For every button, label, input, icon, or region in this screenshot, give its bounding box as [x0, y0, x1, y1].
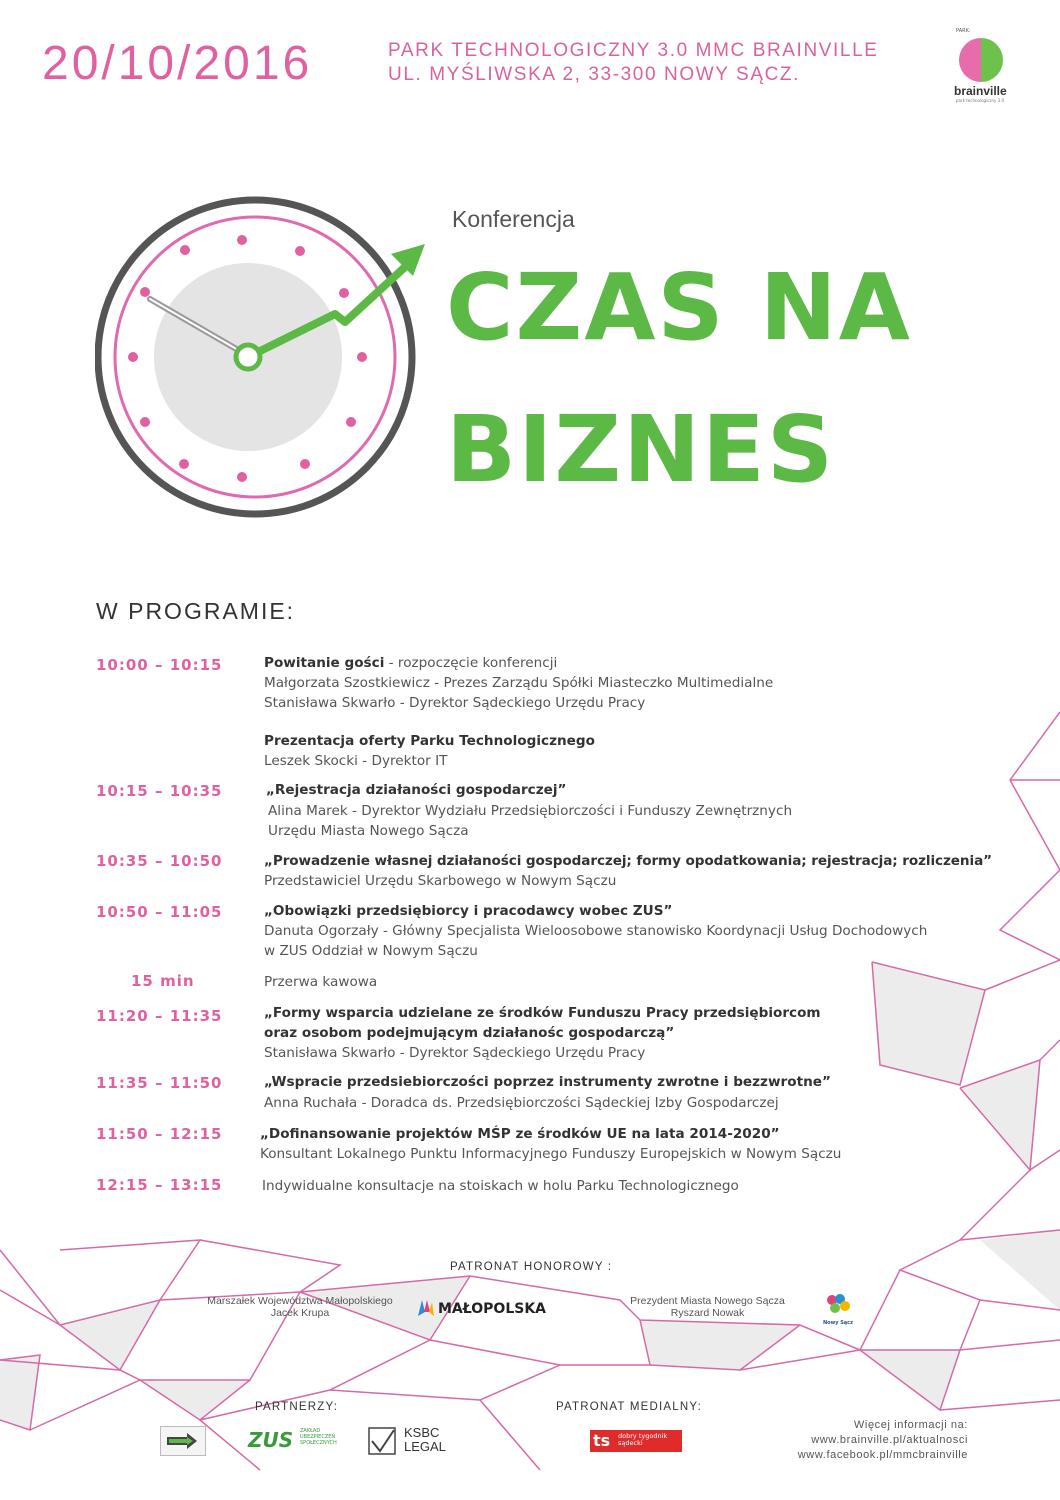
slot-speaker: Małgorzata Szostkiewicz - Prezes Zarządu Spółki Miasteczko Multimedialne [264, 675, 774, 691]
slot-time: 11:50 – 12:15 [96, 1125, 223, 1143]
logo-top-label: PARK: [956, 28, 971, 34]
slot-time: 10:15 – 10:35 [96, 782, 223, 800]
mayor-name: Prezydent Miasta Nowego Sącza Ryszard Nowak [630, 1295, 785, 1319]
malopolska-logo: MAŁOPOLSKA [438, 1301, 547, 1317]
slot-time: 11:20 – 11:35 [96, 1007, 223, 1025]
nowy-sacz-logo: Nowy Sącz [818, 1292, 858, 1326]
slot-time: 10:00 – 10:15 [96, 656, 223, 674]
slot-speaker: Leszek Skocki - Dyrektor IT [264, 753, 448, 769]
more-info-block [798, 1418, 968, 1463]
slot-speaker: Anna Ruchała - Doradca ds. Przedsiębiorczości Sądeckiej Izby Gospodarczej [264, 1095, 779, 1111]
slot-speaker: Urzędu Miasta Nowego Sącza [268, 823, 469, 839]
slot-time: 11:35 – 11:50 [96, 1074, 223, 1092]
venue-line-1: PARK TECHNOLOGICZNY 3.0 MMC BRAINVILLE [388, 40, 879, 61]
hand-icon [818, 1292, 858, 1316]
clock-icon [95, 192, 425, 522]
slot-speaker: Alina Marek - Dyrektor Wydziału Przedsiębiorczości i Funduszy Zewnętrznych [268, 803, 793, 819]
slot-speaker: Stanisława Skwarło - Dyrektor Sądeckiego Urzędu Pracy [264, 695, 646, 711]
dts-logo: ts dobry tygodnik sądecki [590, 1430, 682, 1452]
slot-title: Indywidualne konsultacje na stoiskach w holu Parku Technologicznego [262, 1178, 739, 1194]
venue-line-2: UL. MYŚLIWSKA 2, 33-300 NOWY SĄCZ. [388, 64, 801, 85]
zus-logo: ZUS ZAKŁAD UBEZPIECZEŃ SPOŁECZNYCH [248, 1428, 337, 1452]
event-date: 20/10/2016 [42, 37, 313, 90]
slot-time: 10:35 – 10:50 [96, 852, 223, 870]
logo-subtitle: park technologiczny 3.0 [956, 98, 1005, 103]
slot-title: oraz osobom podejmującym działanośc gospodarczą” [264, 1025, 675, 1041]
slot-title: „Obowiązki przedsiębiorcy i pracodawcy wobec ZUS” [264, 903, 673, 919]
slot-title: „Formy wsparcia udzielane ze środków Funduszu Pracy przedsiębiorcom [264, 1005, 821, 1021]
slot-speaker: w ZUS Oddział w Nowym Sączu [264, 943, 478, 959]
slot-speaker: Danuta Ogorzały - Główny Specjalista Wieloosobowe stanowisko Koordynacji Usług Dochodowych [264, 923, 928, 939]
slot-title: Powitanie gości - rozpoczęcie konferencji [264, 655, 558, 671]
programme-heading: W PROGRAMIE: [96, 598, 296, 624]
malopolska-icon [418, 1298, 434, 1316]
slot-title: Przerwa kawowa [264, 974, 378, 990]
slot-title: Prezentacja oferty Parku Technologicznego [264, 733, 595, 749]
slot-title: „Prowadzenie własnej działaności gospodarczej; formy opodatkowania; rejestracja; rozliczenia” [264, 853, 992, 869]
website-link[interactable]: www.brainville.pl/aktualnosci [811, 1434, 968, 1446]
slot-time: 12:15 – 13:15 [96, 1176, 223, 1194]
ksbc-legal-logo: KSBC LEGAL [368, 1425, 458, 1457]
slot-time: 15 min [131, 972, 195, 990]
slot-speaker: Przedstawiciel Urzędu Skarbowego w Nowym Sączu [264, 873, 617, 889]
facebook-link[interactable]: www.facebook.pl/mmcbrainville [797, 1449, 968, 1461]
partners-heading: PARTNERZY: [255, 1401, 339, 1413]
honorary-patronage-heading: PATRONAT HONOROWY : [450, 1261, 613, 1273]
arrow-logo-icon [161, 1427, 205, 1455]
marshal-name: Marszałek Województwa Małopolskiego Jacek Krupa [207, 1295, 393, 1319]
slot-time: 10:50 – 11:05 [96, 903, 223, 921]
event-title-line-2: BIZNES [446, 396, 836, 503]
brainville-logo [950, 28, 1012, 108]
ksbc-mark-icon [368, 1427, 396, 1455]
partner-logo-1 [160, 1426, 206, 1456]
slot-speaker: Stanisława Skwarło - Dyrektor Sądeckiego Urzędu Pracy [264, 1045, 646, 1061]
logo-name: brainville [954, 84, 1007, 98]
slot-speaker: Konsultant Lokalnego Punktu Informacyjnego Funduszy Europejskich w Nowym Sączu [260, 1146, 842, 1162]
event-title-line-1: CZAS NA [446, 254, 912, 361]
slot-title: „Wspracie przedsiebiorczości poprzez instrumenty zwrotne i bezzwrotne” [264, 1074, 831, 1090]
slot-title: „Rejestracja działaności gospodarczej” [266, 782, 567, 798]
more-info-label: Więcej informacji na: [853, 1419, 968, 1431]
slot-title: „Dofinansowanie projektów MŚP ze środków UE na lata 2014-2020” [260, 1126, 780, 1142]
media-patronage-heading: PATRONAT MEDIALNY: [556, 1401, 702, 1413]
logo-circle-icon [959, 38, 1003, 82]
event-type: Konferencja [452, 206, 575, 232]
